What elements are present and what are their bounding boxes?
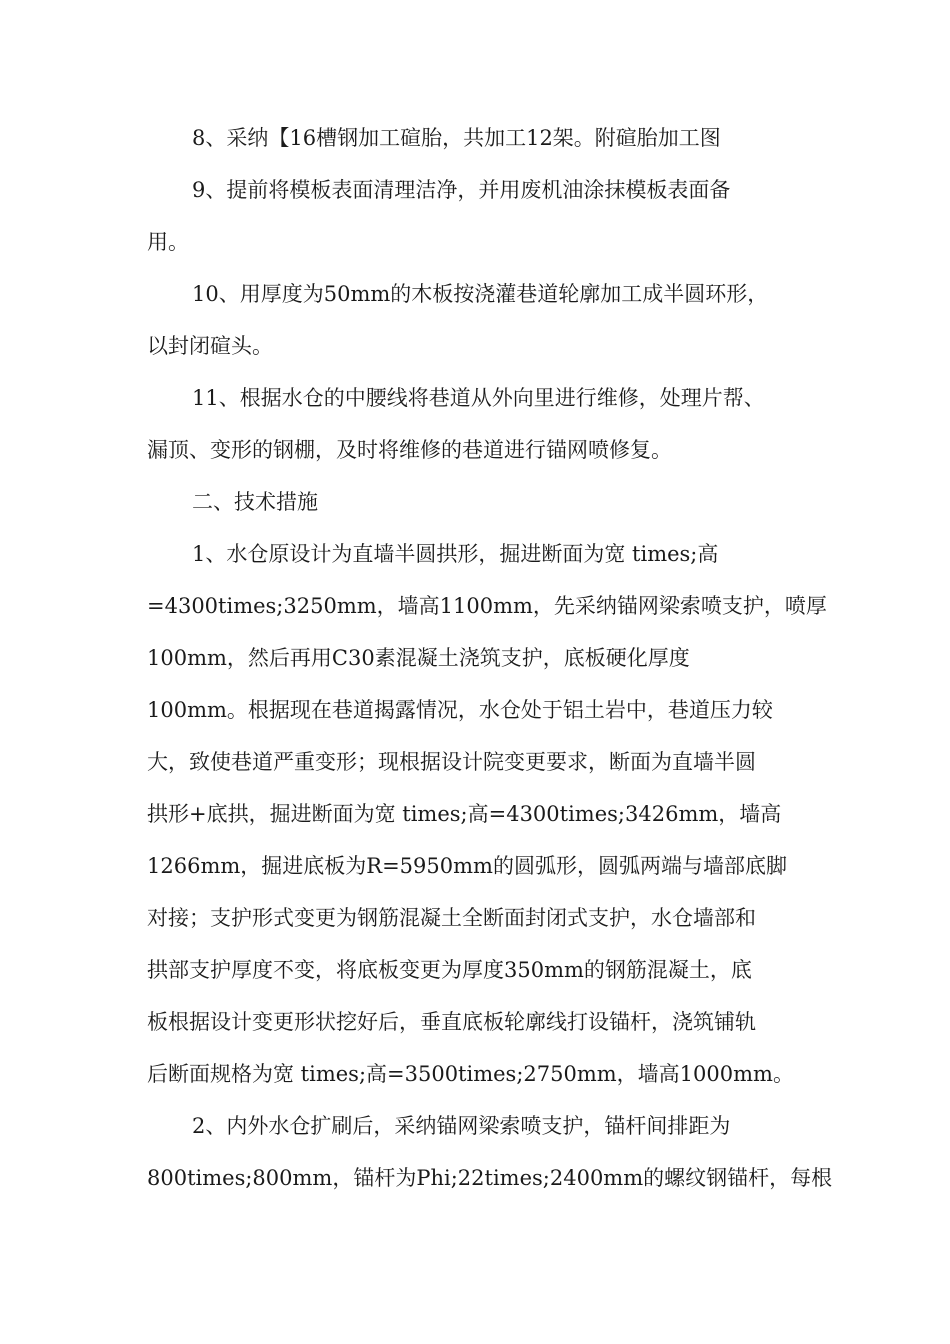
paragraph-10-line-2: 以封闭碹头。 bbox=[147, 334, 273, 358]
measure-1-line-10: 板根据设计变更形状挖好后，垂直底板轮廓线打设锚杆，浇筑铺轨 bbox=[147, 1010, 756, 1034]
measure-2-line-2: 800times;800mm，锚杆为Phi;22times;2400mm的螺纹钢锚杆，每根 bbox=[147, 1166, 833, 1190]
paragraph-11-line-2: 漏顶、变形的钢棚，及时将维修的巷道进行锚网喷修复。 bbox=[147, 438, 672, 462]
measure-1-line-8: 对接；支护形式变更为钢筋混凝土全断面封闭式支护，水仓墙部和 bbox=[147, 906, 756, 930]
paragraph-10-line-1: 10、用厚度为50mm的木板按浇灌巷道轮廓加工成半圆环形， bbox=[192, 282, 769, 306]
measure-1-line-9: 拱部支护厚度不变，将底板变更为厚度350mm的钢筋混凝土，底 bbox=[147, 958, 752, 982]
measure-1-line-7: 1266mm，掘进底板为R=5950mm的圆弧形，圆弧两端与墙部底脚 bbox=[147, 854, 787, 878]
measure-1-line-3: 100mm，然后再用C30素混凝土浇筑支护，底板硬化厚度 bbox=[147, 646, 690, 670]
paragraph-9-line-1: 9、提前将模板表面清理洁净，并用废机油涂抹模板表面备 bbox=[192, 178, 731, 202]
measure-1-line-5: 大，致使巷道严重变形；现根据设计院变更要求，断面为直墙半圆 bbox=[147, 750, 756, 774]
measure-1-line-4: 100mm。根据现在巷道揭露情况，水仓处于铝土岩中，巷道压力较 bbox=[147, 698, 773, 722]
measure-2-line-1: 2、内外水仓扩刷后，采纳锚网梁索喷支护，锚杆间排距为 bbox=[192, 1114, 731, 1138]
paragraph-11-line-1: 11、根据水仓的中腰线将巷道从外向里进行维修，处理片帮、 bbox=[192, 386, 765, 410]
section-heading: 二、技术措施 bbox=[192, 490, 318, 514]
measure-1-line-11: 后断面规格为宽 times;高=3500times;2750mm，墙高1000mm。 bbox=[147, 1062, 794, 1086]
paragraph-9-line-2: 用。 bbox=[147, 230, 189, 254]
measure-1-line-6: 拱形+底拱，掘进断面为宽 times;高=4300times;3426mm，墙高 bbox=[147, 802, 782, 826]
paragraph-8-line-1: 8、采纳【16槽钢加工碹胎，共加工12架。附碹胎加工图 bbox=[192, 126, 721, 150]
measure-1-line-2: =4300times;3250mm，墙高1100mm，先采纳锚网梁索喷支护，喷厚 bbox=[147, 594, 827, 618]
measure-1-line-1: 1、水仓原设计为直墙半圆拱形，掘进断面为宽 times;高 bbox=[192, 542, 719, 566]
